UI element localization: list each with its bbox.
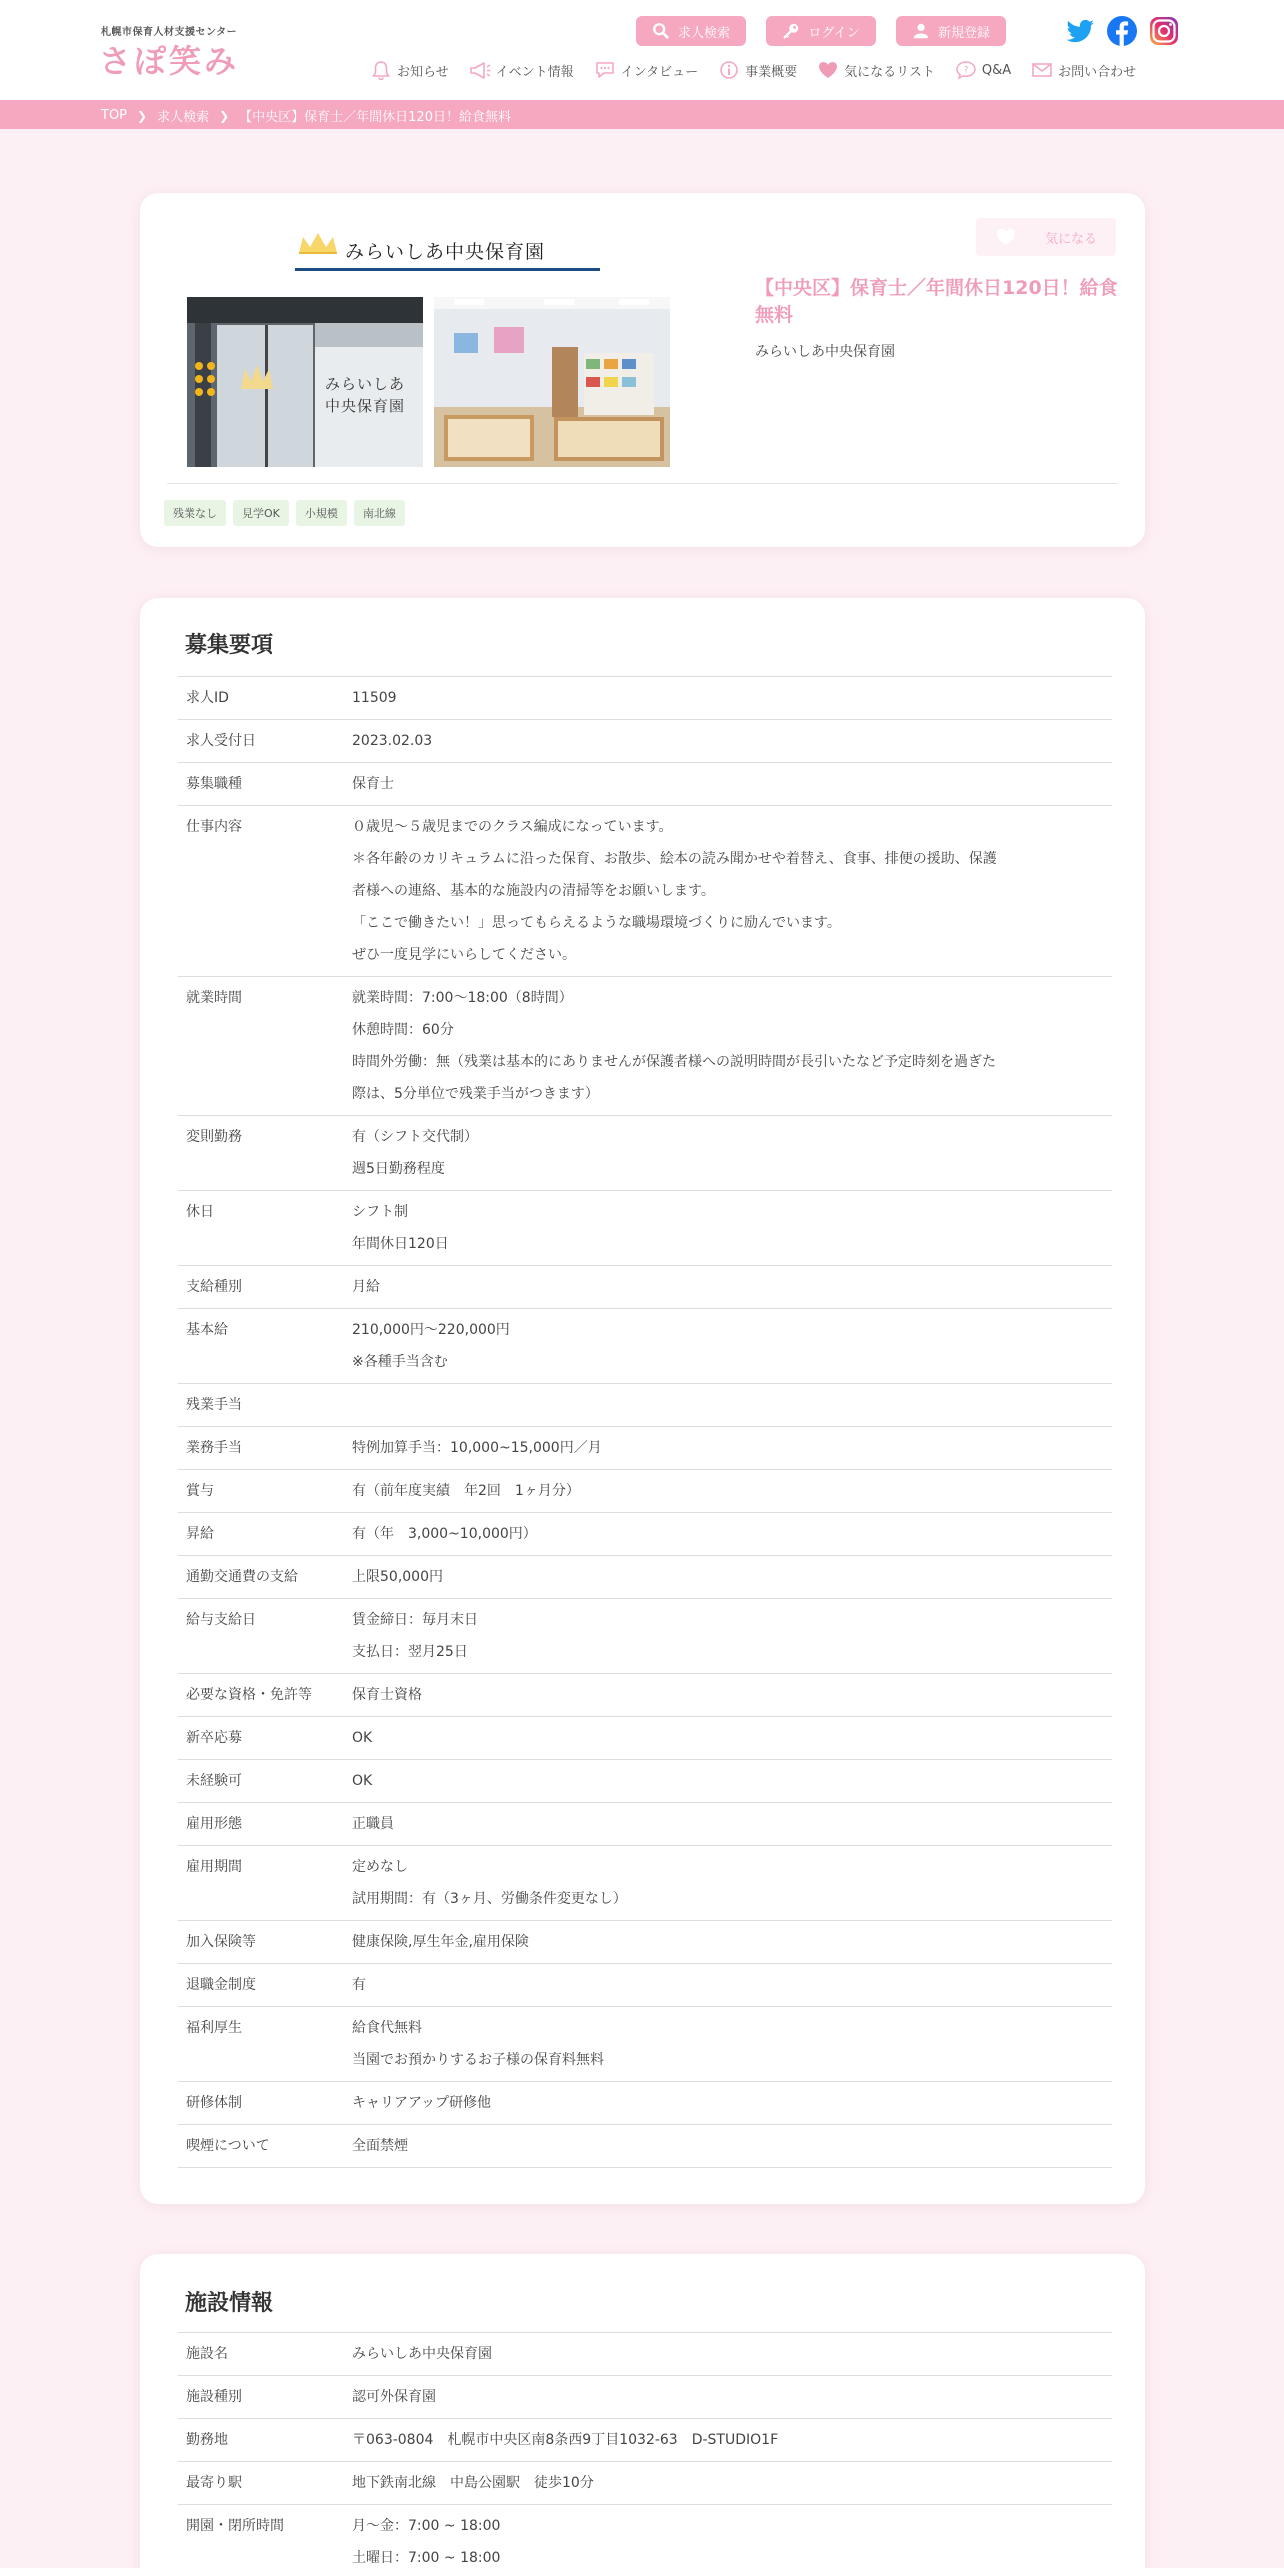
job-facility-name: みらいしあ中央保育園 — [755, 344, 895, 360]
facility-photo-entrance — [187, 297, 423, 467]
row-value-line: 年間休日120日 — [352, 1236, 449, 1252]
row-value-line: 正職員 — [352, 1816, 394, 1832]
nav-favorites[interactable]: 気になるリスト — [817, 60, 935, 80]
table-row — [178, 806, 1112, 977]
tag: 南北線 — [354, 500, 405, 526]
logo-subtitle: 札幌市保育人材支援センター — [101, 27, 238, 38]
table-row — [178, 1556, 1112, 1599]
row-value-line: 保育士 — [352, 776, 394, 792]
table-row — [178, 2007, 1112, 2082]
row-value-line: OK — [352, 1730, 373, 1746]
row-label: 新卒応募 — [186, 1730, 242, 1746]
section-title: 施設情報 — [185, 2291, 274, 2316]
row-value — [352, 1475, 1112, 1507]
row-value — [352, 2424, 1112, 2456]
row-value-line: 際は、5分単位で残業手当がつきます） — [352, 1086, 599, 1102]
table-row — [178, 1384, 1112, 1427]
row-value — [352, 768, 1112, 800]
facility-photo-classroom — [434, 297, 670, 467]
row-value — [352, 2510, 1112, 2568]
breadcrumb-job-search[interactable]: 求人検索 — [157, 110, 210, 125]
row-label: 昇給 — [186, 1526, 214, 1542]
row-value — [352, 2467, 1112, 2499]
row-value-line: 給食代無料 — [352, 2020, 422, 2036]
row-value-line: 健康保険,厚生年金,雇用保険 — [352, 1934, 529, 1950]
row-value-line: ０歳児～５歳児までのクラス編成になっています。 — [352, 819, 673, 835]
table-row — [178, 1266, 1112, 1309]
facebook-icon[interactable] — [1106, 15, 1138, 47]
table-row — [178, 2125, 1112, 2168]
row-value-line: 就業時間：7:00～18:00（8時間） — [352, 990, 573, 1006]
row-label: 給与支給日 — [186, 1612, 256, 1628]
row-value-line: 者様への連絡、基本的な施設内の清掃等をお願いします。 — [352, 883, 715, 899]
row-label: 必要な資格・免許等 — [186, 1687, 312, 1703]
svg-text:?: ? — [963, 65, 969, 76]
bell-icon — [370, 60, 392, 80]
row-value-line: 上限50,000円 — [352, 1569, 443, 1585]
megaphone-icon — [469, 60, 491, 80]
row-value — [352, 1561, 1112, 1593]
search-icon — [652, 22, 670, 40]
job-tags — [164, 500, 405, 526]
nav-about[interactable]: 事業概要 — [718, 60, 797, 80]
row-label: 就業時間 — [186, 990, 242, 1006]
facility-info-card — [140, 2254, 1145, 2568]
site-logo[interactable]: さぽ笑み — [99, 42, 240, 80]
row-label: 休日 — [186, 1204, 214, 1220]
row-value-line: 休憩時間：60分 — [352, 1022, 454, 1038]
row-value-line: OK — [352, 1773, 373, 1789]
row-label: 支給種別 — [186, 1279, 242, 1295]
favorite-label: 気になる — [1044, 231, 1097, 247]
register-button[interactable] — [896, 16, 1006, 46]
row-value-line: 試用期間：有（3ヶ月、労働条件変更なし） — [352, 1891, 627, 1907]
row-value — [352, 682, 1112, 714]
row-value-line: ＊各年齢のカリキュラムに沿った保育、お散歩、絵本の読み聞かせや着替え、食事、排便の援助、保護 — [352, 851, 997, 867]
row-value — [352, 1432, 1112, 1464]
heart-icon — [995, 227, 1017, 247]
table-row — [178, 1513, 1112, 1556]
table-row — [178, 2505, 1112, 2568]
job-search-label: 求人検索 — [677, 25, 730, 41]
row-value — [352, 2381, 1112, 2413]
breadcrumb — [101, 106, 511, 125]
row-value-line: 当園でお預かりするお子様の保育料無料 — [352, 2052, 604, 2068]
row-value-line: 有（年 3,000~10,000円） — [352, 1526, 537, 1542]
nav-qa[interactable]: ? Q&A — [955, 60, 1011, 80]
row-value-line: みらいしあ中央保育園 — [352, 2346, 492, 2362]
tag: 残業なし — [164, 500, 226, 526]
row-value-line: 週5日勤務程度 — [352, 1161, 445, 1177]
nav-events[interactable]: イベント情報 — [469, 60, 574, 80]
table-row — [178, 2419, 1112, 2462]
row-value — [352, 1314, 1112, 1378]
row-label: 勤務地 — [186, 2432, 228, 2448]
table-row — [178, 1470, 1112, 1513]
row-value — [352, 1271, 1112, 1303]
table-row — [178, 1717, 1112, 1760]
row-value — [352, 1389, 1112, 1421]
row-value-line: ※各種手当含む — [352, 1354, 448, 1370]
site-header — [0, 0, 1284, 100]
table-row — [178, 677, 1112, 720]
row-value-line: 時間外労働：無（残業は基本的にありませんが保護者様への説明時間が長引いたなど予定時刻を過ぎた — [352, 1054, 996, 1070]
table-row — [178, 1599, 1112, 1674]
row-value — [352, 1604, 1112, 1668]
facility-logo: みらいしあ中央保育園 — [295, 229, 555, 269]
row-label: 業務手当 — [186, 1440, 242, 1456]
breadcrumb-top[interactable]: TOP — [101, 108, 128, 123]
row-value — [352, 1722, 1112, 1754]
row-value — [352, 1196, 1112, 1260]
heart-icon — [817, 60, 839, 80]
row-value-line: 全面禁煙 — [352, 2138, 408, 2154]
row-label: 研修体制 — [186, 2095, 242, 2111]
nav-news[interactable]: お知らせ — [370, 60, 449, 80]
row-label: 未経験可 — [186, 1773, 242, 1789]
table-row — [178, 2462, 1112, 2505]
row-value-line: 特例加算手当：10,000~15,000円／月 — [352, 1440, 602, 1456]
row-label: 仕事内容 — [186, 819, 242, 835]
recruitment-details-card — [140, 598, 1145, 2204]
info-icon — [718, 60, 740, 80]
row-value-line: 保育士資格 — [352, 1687, 422, 1703]
key-icon — [782, 22, 800, 40]
row-value — [352, 2087, 1112, 2119]
table-row — [178, 1116, 1112, 1191]
row-value — [352, 1518, 1112, 1550]
table-row — [178, 1760, 1112, 1803]
table-row — [178, 1803, 1112, 1846]
job-title: 【中央区】保育士／年間休日120日！給食無料 — [755, 277, 1118, 326]
table-row — [178, 720, 1112, 763]
row-label: 賞与 — [186, 1483, 214, 1499]
row-value-line: 支払日：翌月25日 — [352, 1644, 468, 1660]
breadcrumb-bar — [0, 100, 1284, 129]
photo-sign-text: みらいしあ 中央保育園 — [325, 375, 406, 415]
question-bubble-icon — [955, 60, 977, 80]
chat-bubble-icon — [594, 60, 616, 80]
row-label: 募集職種 — [186, 776, 242, 792]
row-label: 通勤交通費の支給 — [186, 1569, 298, 1585]
table-row — [178, 2082, 1112, 2125]
facility-table — [178, 2332, 1112, 2568]
table-row — [178, 1427, 1112, 1470]
table-row — [178, 2333, 1112, 2376]
row-value-line: 認可外保育園 — [352, 2389, 436, 2405]
row-label: 求人受付日 — [186, 733, 256, 749]
row-value — [352, 1926, 1112, 1958]
row-label: 喫煙について — [186, 2138, 270, 2154]
row-value — [352, 1969, 1112, 2001]
job-search-button[interactable] — [636, 16, 746, 46]
row-value — [352, 2338, 1112, 2370]
row-label: 求人ID — [186, 690, 229, 706]
table-row — [178, 977, 1112, 1116]
row-value — [352, 811, 1112, 971]
row-value-line: キャリアアップ研修他 — [352, 2095, 492, 2111]
instagram-icon[interactable] — [1148, 15, 1180, 47]
row-value — [352, 1851, 1112, 1915]
row-value-line: 地下鉄南北線 中島公園駅 徒歩10分 — [352, 2475, 594, 2491]
recruitment-table — [178, 676, 1112, 2168]
login-button[interactable] — [766, 16, 876, 46]
job-summary-card — [140, 193, 1145, 547]
row-value-line: シフト制 — [352, 1204, 408, 1220]
row-value-line: 有（前年度実績 年2回 1ヶ月分） — [352, 1483, 580, 1499]
row-value-line: 有（シフト交代制） — [352, 1129, 478, 1145]
row-label: 施設種別 — [186, 2389, 242, 2405]
row-value — [352, 725, 1112, 757]
row-value-line: 賃金締日：毎月末日 — [352, 1612, 478, 1628]
nav-interview[interactable]: インタビュー — [594, 60, 698, 80]
chevron-right-icon: ❯ — [219, 108, 230, 123]
breadcrumb-current: 【中央区】保育士／年間休日120日！給食無料 — [239, 110, 511, 125]
row-label: 開園・閉所時間 — [186, 2518, 284, 2534]
row-value-line: 有 — [352, 1977, 366, 1993]
row-value — [352, 982, 1112, 1110]
row-label: 加入保険等 — [186, 1934, 256, 1950]
row-value — [352, 1808, 1112, 1840]
row-value — [352, 1121, 1112, 1185]
row-value-line: 11509 — [352, 690, 397, 706]
chevron-right-icon: ❯ — [137, 108, 148, 123]
row-value — [352, 1765, 1112, 1797]
favorite-button[interactable] — [976, 218, 1116, 256]
table-row — [178, 763, 1112, 806]
crown-logo-icon — [295, 229, 341, 259]
section-title: 募集要項 — [185, 633, 274, 658]
row-value — [352, 2012, 1112, 2076]
table-row — [178, 1964, 1112, 2007]
row-value-line: 210,000円～220,000円 — [352, 1322, 510, 1338]
row-value-line — [352, 1389, 1112, 1411]
table-row — [178, 1674, 1112, 1717]
row-label: 施設名 — [186, 2346, 228, 2362]
row-label: 最寄り駅 — [186, 2475, 242, 2491]
mail-icon — [1031, 60, 1053, 80]
row-value-line: 2023.02.03 — [352, 733, 433, 749]
row-value-line: 月給 — [352, 1279, 380, 1295]
row-value-line: 〒063-0804 札幌市中央区南8条西9丁目1032-63 D-STUDIO1F — [352, 2432, 779, 2448]
table-row — [178, 1191, 1112, 1266]
row-label: 基本給 — [186, 1322, 228, 1338]
user-icon — [912, 22, 930, 40]
tag: 見学OK — [233, 500, 289, 526]
global-nav — [370, 58, 1156, 82]
row-value-line: ぜひ一度見学にいらしてください。 — [352, 947, 576, 963]
table-row — [178, 1309, 1112, 1384]
register-label: 新規登録 — [937, 25, 990, 41]
row-value-line: 月～金：7:00 ~ 18:00 — [352, 2518, 501, 2534]
row-value — [352, 2130, 1112, 2162]
table-row — [178, 1921, 1112, 1964]
row-value-line: 定めなし — [352, 1859, 408, 1875]
row-label: 変則勤務 — [186, 1129, 242, 1145]
row-value-line: 土曜日：7:00 ~ 18:00 — [352, 2550, 501, 2566]
row-label: 雇用形態 — [186, 1816, 242, 1832]
row-label: 残業手当 — [186, 1397, 242, 1413]
login-label: ログイン — [808, 25, 860, 41]
row-label: 雇用期間 — [186, 1859, 242, 1875]
row-label: 退職金制度 — [186, 1977, 256, 1993]
twitter-icon[interactable] — [1064, 15, 1096, 47]
table-row — [178, 2376, 1112, 2419]
row-value-line: 「ここで働きたい！」思ってもらえるような職場環境づくりに励んでいます。 — [352, 915, 841, 931]
tag: 小規模 — [296, 500, 347, 526]
table-row — [178, 1846, 1112, 1921]
row-label: 福利厚生 — [186, 2020, 242, 2036]
row-value — [352, 1679, 1112, 1711]
nav-contact[interactable]: お問い合わせ — [1031, 60, 1136, 80]
